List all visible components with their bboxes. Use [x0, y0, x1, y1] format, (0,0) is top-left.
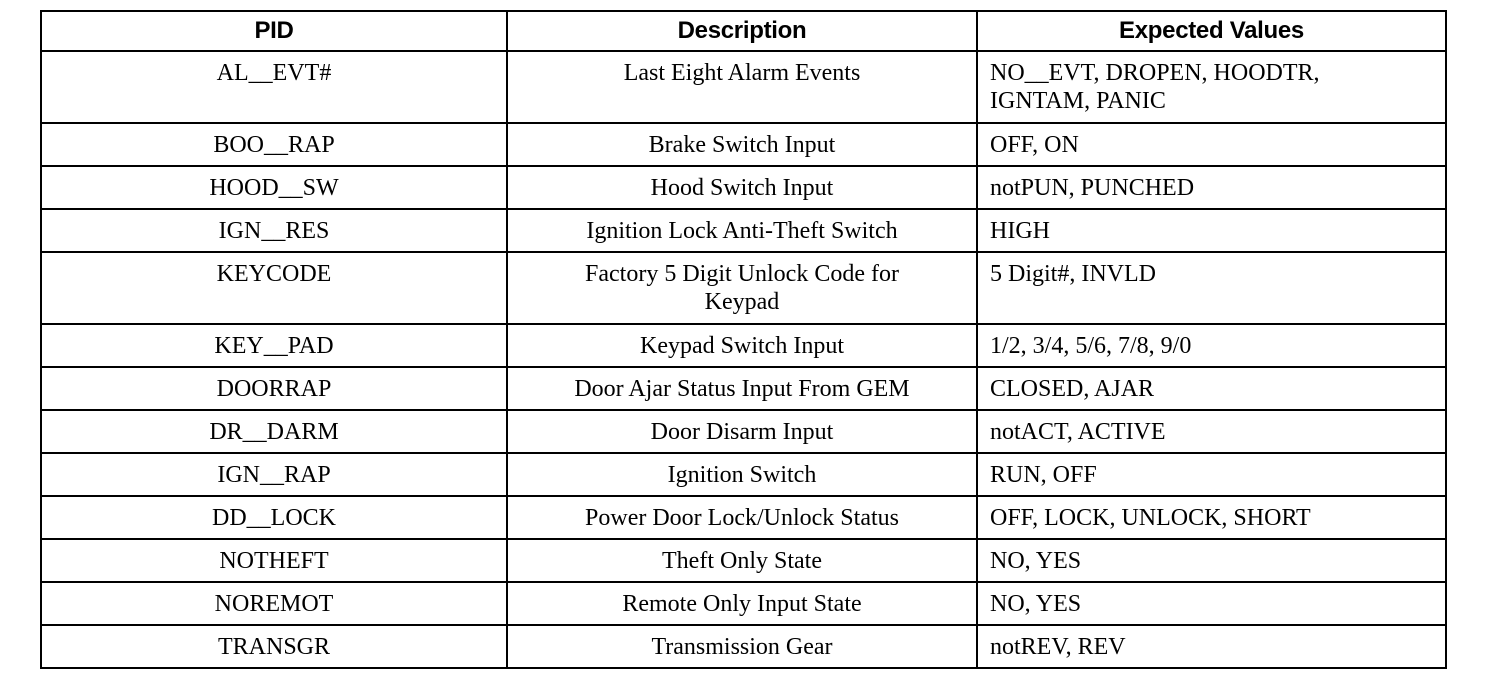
table-row	[41, 166, 1446, 209]
description-cell: Ignition Lock Anti-Theft Switch	[507, 209, 977, 252]
table-header-row	[41, 11, 1446, 51]
description-cell: Door Disarm Input	[507, 410, 977, 453]
expected-values-cell: NO, YES	[977, 582, 1446, 625]
table-row	[41, 367, 1446, 410]
header-description: Description	[507, 11, 977, 51]
description-cell	[507, 252, 977, 324]
description-cell: Transmission Gear	[507, 625, 977, 668]
table-row	[41, 496, 1446, 539]
table-row	[41, 539, 1446, 582]
table-row	[41, 252, 1446, 324]
expected-values-cell: CLOSED, AJAR	[977, 367, 1446, 410]
description-cell: Door Ajar Status Input From GEM	[507, 367, 977, 410]
table-row	[41, 410, 1446, 453]
expected-values-text: NO__EVT, DROPEN, HOODTR, IGNTAM, PANIC	[990, 60, 1320, 114]
expected-values-cell: NO, YES	[977, 539, 1446, 582]
pid-cell: IGN__RES	[41, 209, 507, 252]
header-pid: PID	[41, 11, 507, 51]
header-expected-values: Expected Values	[977, 11, 1446, 51]
pid-cell: IGN__RAP	[41, 453, 507, 496]
expected-values-cell: 1/2, 3/4, 5/6, 7/8, 9/0	[977, 324, 1446, 367]
description-cell: Remote Only Input State	[507, 582, 977, 625]
pid-cell: DOORRAP	[41, 367, 507, 410]
description-cell: Last Eight Alarm Events	[507, 51, 977, 123]
pid-table	[40, 10, 1447, 669]
pid-cell: AL__EVT#	[41, 51, 507, 123]
expected-values-cell: RUN, OFF	[977, 453, 1446, 496]
table-row	[41, 453, 1446, 496]
table-row	[41, 209, 1446, 252]
pid-cell: DR__DARM	[41, 410, 507, 453]
expected-values-cell: notREV, REV	[977, 625, 1446, 668]
pid-cell: HOOD__SW	[41, 166, 507, 209]
pid-cell: KEY__PAD	[41, 324, 507, 367]
expected-values-cell: OFF, ON	[977, 123, 1446, 166]
expected-values-cell: HIGH	[977, 209, 1446, 252]
pid-cell: KEYCODE	[41, 252, 507, 324]
expected-values-cell	[977, 51, 1446, 123]
table-row	[41, 582, 1446, 625]
description-text: Factory 5 Digit Unlock Code for Keypad	[585, 261, 899, 315]
expected-values-cell: 5 Digit#, INVLD	[977, 252, 1446, 324]
expected-values-cell: OFF, LOCK, UNLOCK, SHORT	[977, 496, 1446, 539]
pid-cell: DD__LOCK	[41, 496, 507, 539]
table-row	[41, 123, 1446, 166]
expected-values-cell: notACT, ACTIVE	[977, 410, 1446, 453]
pid-cell: NOTHEFT	[41, 539, 507, 582]
description-cell: Ignition Switch	[507, 453, 977, 496]
expected-values-cell: notPUN, PUNCHED	[977, 166, 1446, 209]
description-cell: Hood Switch Input	[507, 166, 977, 209]
pid-cell: NOREMOT	[41, 582, 507, 625]
description-cell: Keypad Switch Input	[507, 324, 977, 367]
description-cell: Brake Switch Input	[507, 123, 977, 166]
table-row	[41, 324, 1446, 367]
pid-cell: TRANSGR	[41, 625, 507, 668]
description-cell: Theft Only State	[507, 539, 977, 582]
table-row	[41, 51, 1446, 123]
table-row	[41, 625, 1446, 668]
pid-cell: BOO__RAP	[41, 123, 507, 166]
description-cell: Power Door Lock/Unlock Status	[507, 496, 977, 539]
